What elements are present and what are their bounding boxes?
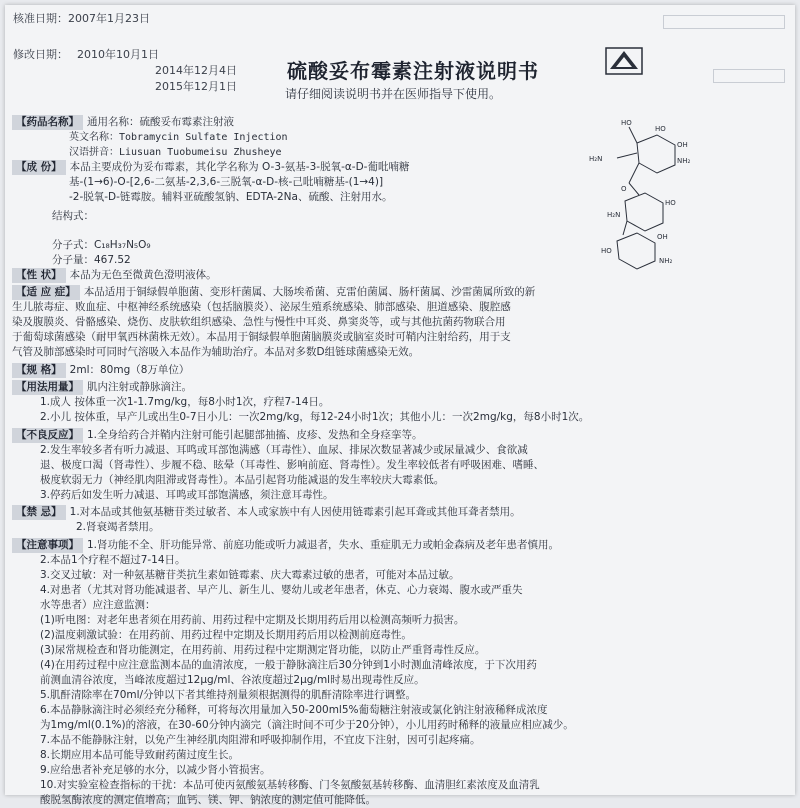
precaution-line: 水等患者）应注意监测： [40, 599, 156, 611]
precaution-line: 8.长期应用本品可能导致耐药菌过度生长。 [40, 749, 240, 761]
precaution-line: (4)在用药过程中应注意监测本品的血清浓度，一般于静脉滴注后30分钟到1小时测血清峰浓度，于下次用药 [40, 659, 537, 671]
pinyin-name: 汉语拼音：Liusuan Tuobumeisu Zhusheye [69, 147, 282, 158]
section-appearance [12, 268, 785, 283]
contraindications-line: 1.对本品或其他氨基糖苷类过敏者、本人或家族中有人因使用链霉素引起耳聋或其他耳聋者禁用。 [69, 506, 521, 518]
section-spec [12, 363, 785, 378]
precaution-line: 酸脱氢酶浓度的测定值增高；血钙、镁、钾、钠浓度的测定值可能降低。 [40, 794, 376, 806]
company-logo-icon [605, 47, 643, 75]
precaution-line: (3)尿常规检查和肾功能测定，在用药前、用药过程中定期测定肾功能，以防止严重肾毒性反应。 [40, 644, 486, 656]
section-adverse-reactions [12, 428, 785, 503]
section-indications [12, 285, 785, 360]
generic-name: 通用名称：硫酸妥布霉素注射液 [87, 116, 234, 128]
indications-label: 【适 应 症】 [12, 285, 80, 300]
adverse-label: 【不良反应】 [12, 428, 83, 443]
molecular-weight: 分子量：467.52 [52, 254, 131, 266]
ingredients-line-1: 本品主要成份为妥布霉素，其化学名称为 O-3-氨基-3-脱氧-α-D-葡吡喃糖 [69, 161, 410, 173]
molecular-formula: 分子式：C₁₈H₃₇N₅O₉ [52, 239, 151, 251]
usage-line: 1.成人 按体重一次1-1.7mg/kg，每8小时1次，疗程7-14日。 [40, 396, 330, 408]
section-precautions [12, 538, 785, 808]
indications-line: 气管及肺部感染时可同时气溶吸入本品作为辅助治疗。本品对多数D组链球菌感染无效。 [12, 346, 420, 358]
adverse-line: 1.全身给药合并鞘内注射可能引起腿部抽搐、皮疹、发热和全身痉挛等。 [87, 429, 423, 441]
struct-label: HO [621, 119, 632, 127]
adverse-line: 退、极度口渴（肾毒性）、步履不稳、眩晕（耳毒性、影响前庭、肾毒性）。发生率较低者有呼吸困难、嗜睡、 [40, 459, 544, 471]
struct-label: H₂N [607, 211, 621, 219]
appearance-text: 本品为无色至微黄色澄明液体。 [69, 269, 217, 281]
ingredients-line-2: 基-(1→6)-O-[2,6-二氨基-2,3,6-三脱氧-α-D-核-己吡喃糖基-(1→4)] [69, 176, 384, 188]
ingredients-label: 【成 份】 [12, 160, 66, 175]
page-subtitle: 请仔细阅读说明书并在医师指导下使用。 [285, 87, 502, 101]
section-usage [12, 380, 785, 425]
struct-label: HO [601, 247, 612, 255]
indications-line: 染及腹膜炎、骨骼感染、烧伤、皮肤软组织感染、急性与慢性中耳炎、鼻窦炎等，或与其他抗菌药物联合用 [12, 316, 506, 328]
precaution-line: 2.本品1个疗程不超过7-14日。 [40, 554, 186, 566]
section-ingredients [12, 160, 570, 268]
usage-label: 【用法用量】 [12, 380, 83, 395]
ingredients-line-3: -2-脱氧-D-链霉胺。辅料亚硫酸氢钠、EDTA-2Na、硫酸、注射用水。 [69, 191, 393, 203]
precaution-line: 7.本品不能静脉注射，以免产生神经肌肉阻滞和呼吸抑制作用，不宜皮下注射，因可引起疼痛。 [40, 734, 481, 746]
modified-date-2: 2014年12月4日 [155, 64, 237, 77]
approval-date: 核准日期：2007年1月23日 [13, 12, 150, 25]
indications-line: 生儿脓毒症、败血症、中枢神经系统感染（包括脑膜炎）、泌尿生殖系统感染、肺部感染、胆道感染、腹腔感 [12, 301, 511, 313]
page-title: 硫酸妥布霉素注射液说明书 [287, 59, 539, 83]
drug-name-label: 【药品名称】 [12, 115, 83, 130]
leaflet-page [5, 5, 795, 806]
precaution-line: 6.本品静脉滴注时必须经充分稀释，可将每次用量加入50-200ml5%葡萄糖注射液或氯化钠注射液稀释成浓度 [40, 704, 548, 716]
precaution-line: 前测血清谷浓度，当峰浓度超过12μg/ml、谷浓度超过2μg/ml时易出现毒性反应。 [40, 674, 425, 686]
adverse-line: 2.发生率较多者有听力减退、耳鸣或耳部饱满感（耳毒性）、血尿、排尿次数显著减少或尿量减少、食欲减 [40, 444, 528, 456]
struct-label: OH [677, 141, 688, 149]
struct-label: H₂N [589, 155, 603, 163]
section-contraindications [12, 505, 785, 535]
precaution-line: 10.对实验室检查指标的干扰：本品可使丙氨酸氨基转移酶、门冬氨酸氨基转移酶、血清胆红素浓度及血清乳 [40, 779, 540, 791]
indications-line: 本品适用于铜绿假单胞菌、变形杆菌属、大肠埃希菌、克雷伯菌属、肠杆菌属、沙雷菌属所致的新 [83, 286, 536, 298]
struct-label: OH [657, 233, 668, 241]
chemical-structure-diagram [577, 113, 707, 273]
structure-label: 结构式： [52, 210, 94, 222]
precaution-line: 为1mg/ml(0.1%)的溶液，在30-60分钟内滴完（滴注时间不可少于20分钟），小儿用药时稀释的液量应相应减少。 [40, 719, 574, 731]
struct-label: NH₂ [659, 257, 673, 265]
struct-label: HO [655, 125, 666, 133]
precaution-line: 4.对患者（尤其对肾功能减退者、早产儿、新生儿、婴幼儿或老年患者，休克、心力衰竭、腹水或严重失 [40, 584, 523, 596]
precaution-line: (1)听电图：对老年患者须在用药前、用药过程中定期及长期用药后用以检测高频听力损害。 [40, 614, 465, 626]
precaution-line: 1.肾功能不全、肝功能异常、前庭功能或听力减退者，失水、重症肌无力或帕金森病及老年患者慎用。 [87, 539, 560, 551]
contraindications-label: 【禁 忌】 [12, 505, 66, 520]
struct-label: HO [665, 199, 676, 207]
appearance-label: 【性 状】 [12, 268, 66, 283]
precaution-line: 5.肌酐清除率在70ml/分钟以下者其维持剂量须根据测得的肌酐清除率进行调整。 [40, 689, 417, 701]
faint-stamp-top [663, 15, 785, 29]
modified-label: 修改日期： [13, 48, 68, 61]
spec-label: 【规 格】 [12, 363, 66, 378]
adverse-line: 3.停药后如发生听力减退、耳鸣或耳部饱满感，须注意耳毒性。 [40, 489, 334, 501]
usage-line: 2.小儿 按体重，早产儿或出生0-7日小儿：一次2mg/kg，每12-24小时1次；其他小儿：一次2mg/kg，每8小时1次。 [40, 411, 590, 423]
usage-text: 肌内注射或静脉滴注。 [87, 381, 192, 393]
struct-label: O [621, 185, 627, 193]
modified-date-3: 2015年12月1日 [155, 80, 237, 93]
precaution-line: (2)温度刺激试验：在用药前、用药过程中定期及长期用药后用以检测前庭毒性。 [40, 629, 412, 641]
faint-stamp-mid [713, 69, 785, 83]
english-name: 英文名称：Tobramycin Sulfate Injection [69, 132, 288, 143]
precautions-label: 【注意事项】 [12, 538, 83, 553]
contraindications-line: 2.肾衰竭者禁用。 [76, 521, 160, 533]
modified-date-1: 2010年10月1日 [77, 48, 159, 61]
precaution-line: 3.交叉过敏：对一种氨基糖苷类抗生素如链霉素、庆大霉素过敏的患者，可能对本品过敏。 [40, 569, 460, 581]
indications-line: 于葡萄球菌感染（耐甲氧西林菌株无效）。本品用于铜绿假单胞菌脑膜炎或脑室炎时可鞘内注射给药，用于支 [12, 331, 511, 343]
spec-text: 2ml：80mg（8万单位） [69, 364, 190, 376]
struct-label: NH₂ [677, 157, 691, 165]
precaution-line: 9.应给患者补充足够的水分，以减少肾小管损害。 [40, 764, 271, 776]
adverse-line: 极度软弱无力（神经肌肉阻滞或肾毒性）。本品引起肾功能减退的发生率较庆大霉素低。 [40, 474, 445, 486]
